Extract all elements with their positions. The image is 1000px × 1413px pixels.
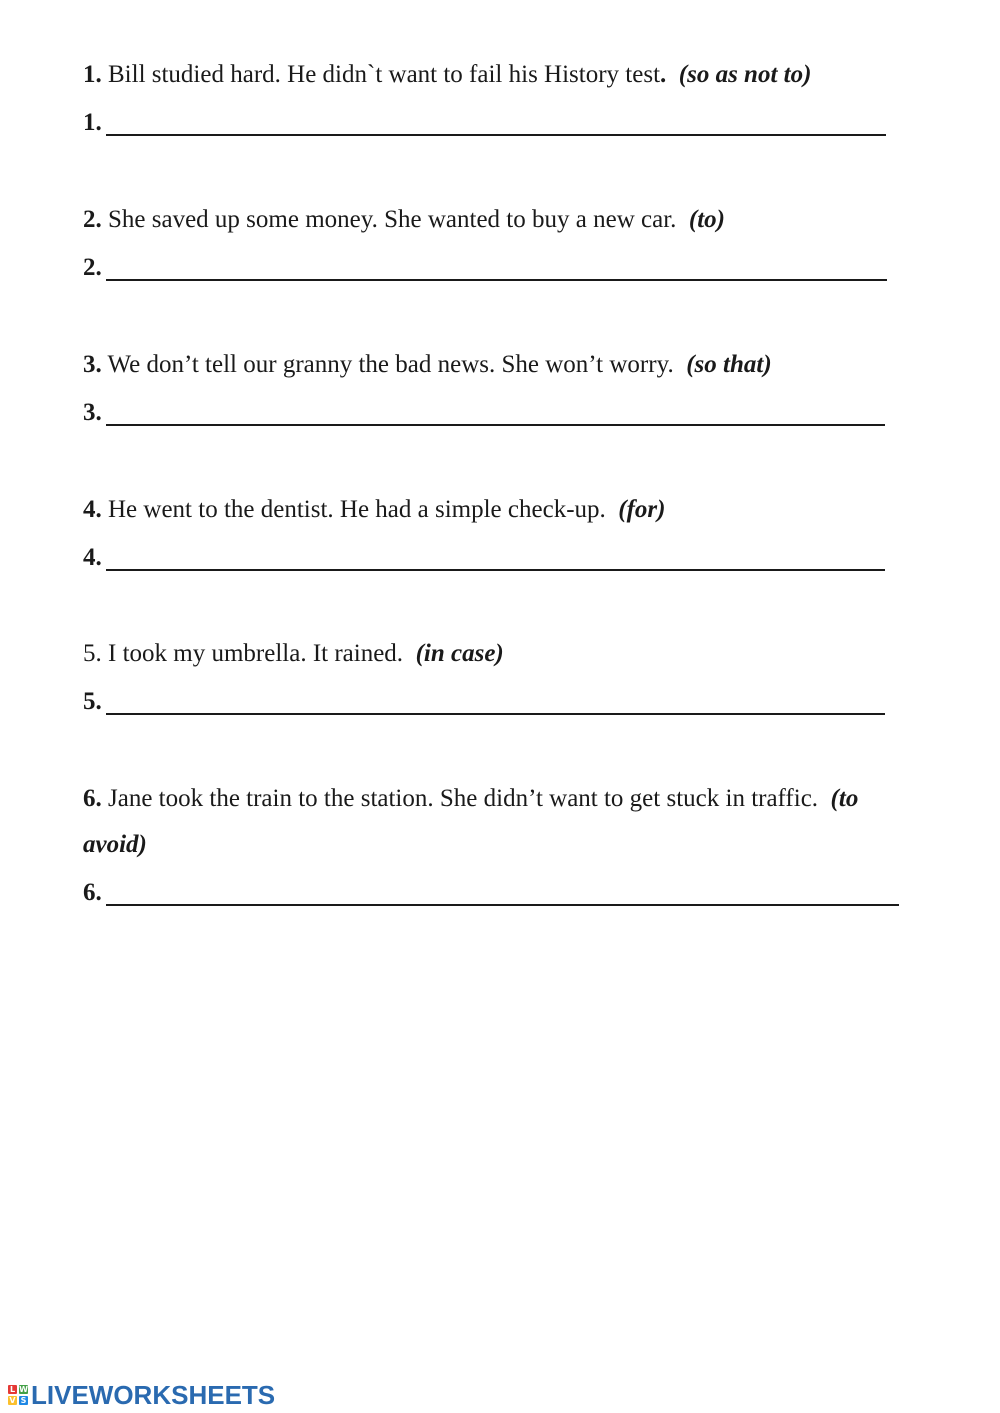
question-hint-continued: avoid) xyxy=(83,831,147,858)
logo-cell: V xyxy=(9,1396,16,1405)
question-number: 5. xyxy=(83,640,102,667)
answer-number: 3. xyxy=(83,399,102,426)
liveworksheets-logo xyxy=(8,1380,275,1410)
answer-input-4[interactable] xyxy=(106,543,885,571)
logo-text: LIVEWORKSHEETS xyxy=(31,1379,276,1410)
question-number: 1. xyxy=(83,61,102,88)
question-number: 4. xyxy=(83,496,102,523)
answer-input-6[interactable] xyxy=(106,878,899,906)
answer-number: 2. xyxy=(83,254,102,281)
question-text: We don’t tell our granny the bad news. She won’t worry. xyxy=(101,351,674,378)
question-6 xyxy=(83,784,858,814)
question-hint: (in case) xyxy=(415,640,504,667)
question-3 xyxy=(83,350,772,380)
question-number: 6. xyxy=(83,785,102,812)
logo-cell: S xyxy=(20,1396,27,1405)
logo-mark-icon xyxy=(8,1385,28,1405)
answer-number: 6. xyxy=(83,879,102,906)
question-text-period: . xyxy=(660,61,667,88)
question-6-continued xyxy=(83,830,147,860)
question-hint: (so as not to) xyxy=(678,61,812,88)
question-number: 2. xyxy=(83,206,102,233)
question-hint: (to xyxy=(830,785,859,812)
answer-row-2 xyxy=(83,251,887,283)
answer-number: 1. xyxy=(83,109,102,136)
question-text: She saved up some money. She wanted to buy a new car. xyxy=(101,206,677,233)
answer-input-3[interactable] xyxy=(106,398,885,426)
question-hint: (for) xyxy=(618,496,666,523)
question-hint: (so that) xyxy=(686,351,772,378)
question-text: I took my umbrella. It rained. xyxy=(101,640,404,667)
question-4 xyxy=(83,495,666,525)
answer-input-1[interactable] xyxy=(106,108,886,136)
answer-input-2[interactable] xyxy=(106,253,887,281)
question-text: Jane took the train to the station. She didn’t want to get stuck in traffic. xyxy=(101,785,819,812)
question-1 xyxy=(83,60,811,90)
question-5 xyxy=(83,639,504,669)
question-text: He went to the dentist. He had a simple check-up. xyxy=(101,496,606,523)
answer-row-1 xyxy=(83,106,886,138)
question-number: 3. xyxy=(83,351,102,378)
question-text: Bill studied hard. He didn`t want to fail his History test xyxy=(101,61,661,88)
answer-row-5 xyxy=(83,685,885,717)
question-hint: (to) xyxy=(688,206,725,233)
answer-input-5[interactable] xyxy=(106,687,885,715)
question-2 xyxy=(83,205,725,235)
logo-cell: L xyxy=(9,1385,16,1394)
answer-number: 5. xyxy=(83,688,102,715)
answer-number: 4. xyxy=(83,544,102,571)
answer-row-6 xyxy=(83,876,899,908)
logo-cell: W xyxy=(19,1385,28,1394)
answer-row-4 xyxy=(83,541,885,573)
answer-row-3 xyxy=(83,396,885,428)
